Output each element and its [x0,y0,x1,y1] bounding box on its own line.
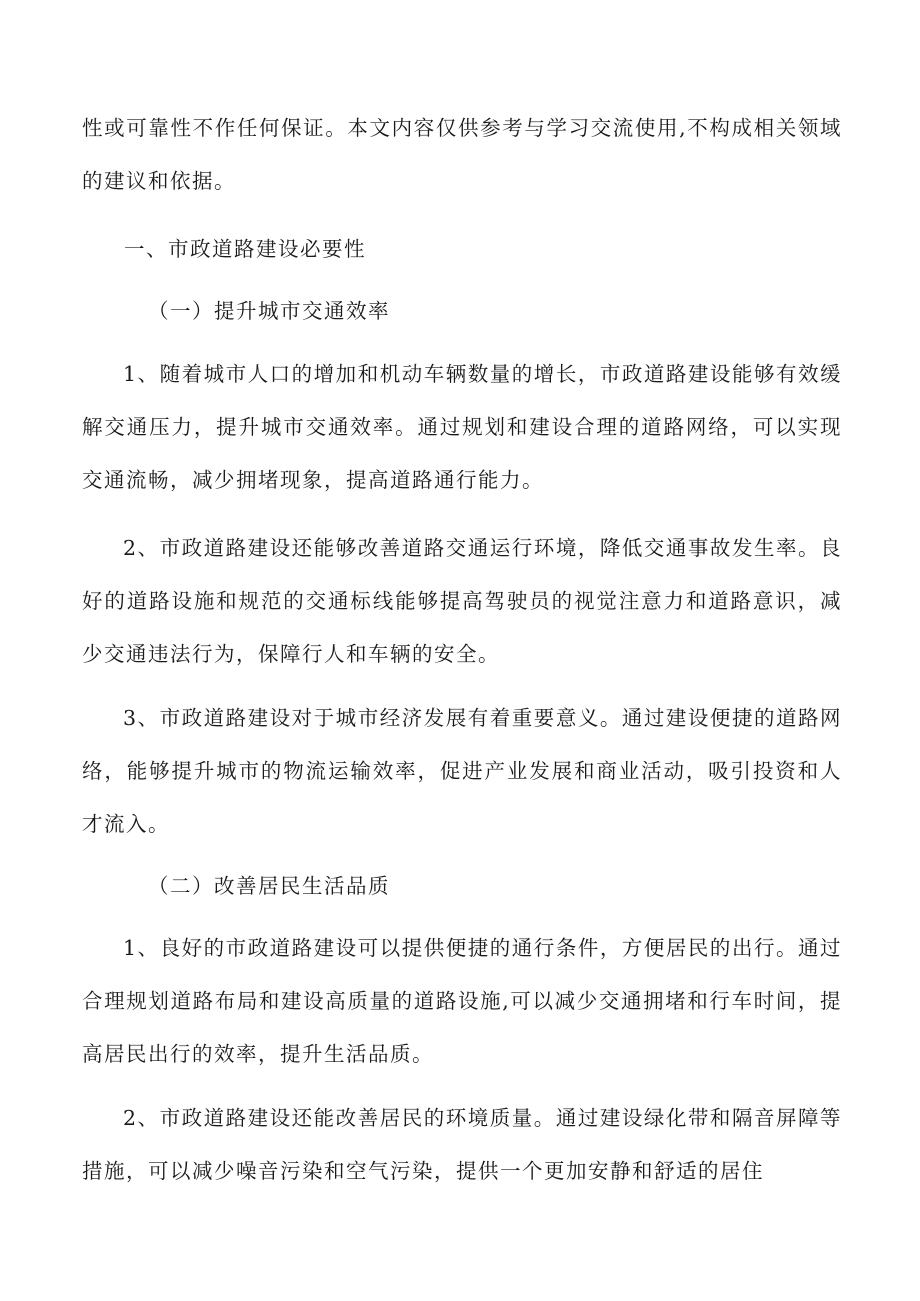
paragraph-1-3: 3、市政道路建设对于城市经济发展有着重要意义。通过建设便捷的道路网络，能够提升城市的物流运输效率，促进产业发展和商业活动，吸引投资和人才流入。 [82,706,842,836]
subsection-heading-1: （一）提升城市交通效率 [148,299,390,323]
paragraph-1-2: 2、市政道路建设还能够改善道路交通运行环境，降低交通事故发生率。良好的道路设施和规范的交通标线能够提高驾驶员的视觉注意力和道路意识，减少交通违法行为，保障行人和车辆的安全。 [82,536,842,666]
section-heading: 一、市政道路建设必要性 [124,237,366,261]
continuation-paragraph: 性或可靠性不作任何保证。本文内容仅供参考与学习交流使用,不构成相关领域的建议和依据。 [82,116,842,193]
subsection-heading-2: （二）改善居民生活品质 [148,874,390,898]
paragraph-1-1: 1、随着城市人口的增加和机动车辆数量的增长，市政道路建设能够有效缓解交通压力，提升城市交通效率。通过规划和建设合理的道路网络，可以实现交通流畅，减少拥堵现象，提高道路通行能力。 [82,362,842,492]
paragraph-2-2: 2、市政道路建设还能改善居民的环境质量。通过建设绿化带和隔音屏障等措施，可以减少噪音污染和空气污染，提供一个更加安静和舒适的居住 [82,1106,842,1183]
paragraph-2-1: 1、良好的市政道路建设可以提供便捷的通行条件，方便居民的出行。通过合理规划道路布局和建设高质量的道路设施,可以减少交通拥堵和行车时间，提高居民出行的效率，提升生活品质。 [82,936,842,1066]
